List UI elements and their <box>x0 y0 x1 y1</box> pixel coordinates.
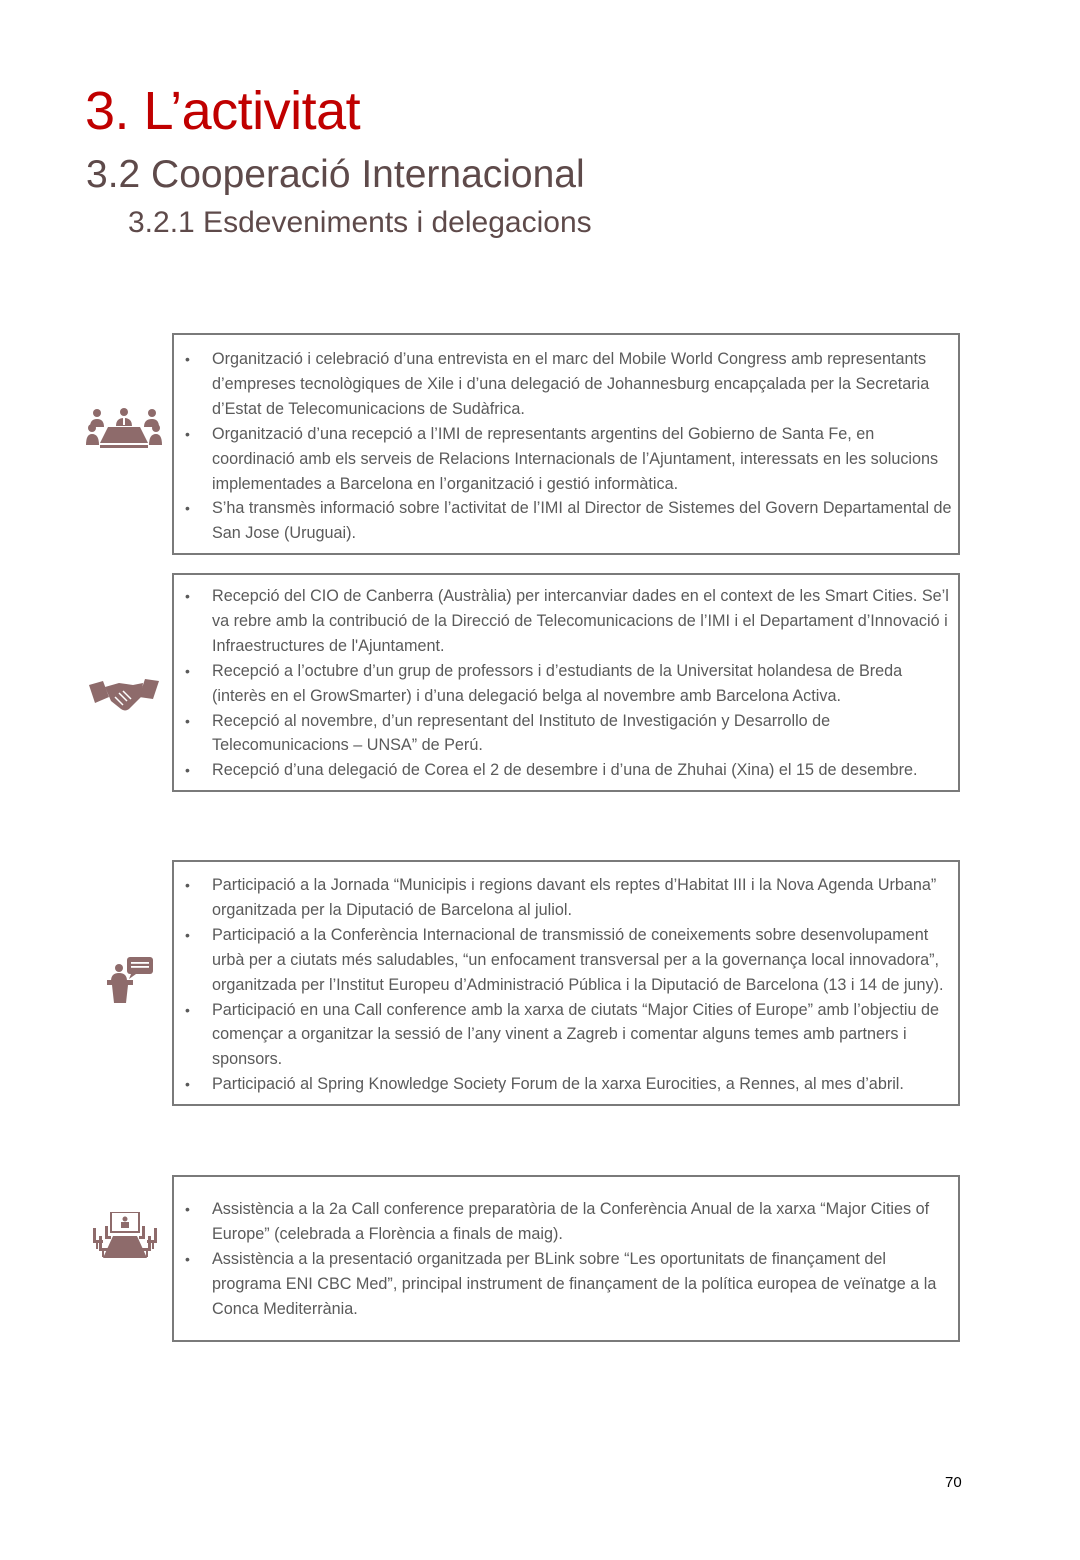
section-box-meetings <box>172 333 960 555</box>
bullet-list <box>174 1197 958 1322</box>
list-item: • Organització i celebració d’una entrevista en el marc del Mobile World Congress amb representants d’empreses tecnològiques de Xile i d’una delegació de Johannesburg encapçalada per la Secretaria d’Estat de Telecomunicacions de Sudàfrica. <box>174 347 958 422</box>
section-box-attendance <box>172 1175 960 1342</box>
meeting-table-icon <box>86 407 162 453</box>
list-item: • Organització d’una recepció a l’IMI de representants argentins del Gobierno de Santa Fe, en coordinació amb els serveis de Relacions Internacionals de l’Ajuntament, interessats en les solucions implementades a Barcelona en l’organització i gestió informàtica. <box>174 422 958 497</box>
list-item: • Participació al Spring Knowledge Society Forum de la xarxa Eurocities, a Rennes, al mes d’abril. <box>174 1072 958 1097</box>
list-item: • S’ha transmès informació sobre l’activitat de l’IMI al Director de Sistemes del Govern Departamental de San Jose (Uruguai). <box>174 496 958 546</box>
list-item: • Participació a la Jornada “Municipis i regions davant els reptes d’Habitat III i la Nova Agenda Urbana” organitzada per la Diputació de Barcelona al juliol. <box>174 873 958 923</box>
subsection-title: 3.2.1 Esdeveniments i delegacions <box>128 206 592 239</box>
list-item: • Recepció del CIO de Canberra (Austràlia) per intercanviar dades en el context de les Smart Cities. Se’l va rebre amb la contribució de la Direcció de Telecomunicacions de l’IMI i el Departament d’Innovació i Infraestructures de l'Ajuntament. <box>174 584 958 659</box>
speaker-podium-icon <box>107 957 155 1005</box>
handshake-icon <box>89 679 159 713</box>
page-number: 70 <box>945 1474 962 1491</box>
chapter-title: 3. L’activitat <box>85 81 361 141</box>
list-item: • Recepció a l’octubre d’un grup de professors i d’estudiants de la Universitat holandesa de Breda (interès en el GrowSmarter) i d’una delegació belga al novembre amb Barcelona Activa. <box>174 659 958 709</box>
list-item: • Participació a la Conferència Internacional de transmissió de coneixements sobre desenvolupament urbà per a ciutats més saludables, “un enfocament transversal per a la governança local innovadora”, organitzada per l’Institut Europeu d’Administració Pública i la Diputació de Barcelona (13 i 14 de juny). <box>174 923 958 998</box>
bullet-list <box>174 347 958 546</box>
list-item: • Recepció al novembre, d’un representant del Instituto de Investigación y Desarrollo de Telecomunicacions – UNSA” de Perú. <box>174 709 958 759</box>
bullet-list <box>174 584 958 783</box>
section-box-participations <box>172 860 960 1106</box>
section-title: 3.2 Cooperació Internacional <box>86 153 585 196</box>
list-item: • Assistència a la presentació organitzada per BLink sobre “Les oportunitats de finançament del programa ENI CBC Med”, principal instrument de finançament de la política europea de veïnatge a la Conca Mediterrània. <box>174 1247 958 1322</box>
list-item: • Participació en una Call conference amb la xarxa de ciutats “Major Cities of Europe” amb l’objectiu de començar a organitzar la sessió de l’any vinent a Zagreb i comentar alguns temes amb partners i sponsors. <box>174 998 958 1073</box>
list-item: • Recepció d’una delegació de Corea el 2 de desembre i d’una de Zhuhai (Xina) el 15 de desembre. <box>174 758 958 783</box>
list-item: • Assistència a la 2a Call conference preparatòria de la Conferència Anual de la xarxa “Major Cities of Europe” (celebrada a Florència a finals de maig). <box>174 1197 958 1247</box>
video-conference-icon <box>89 1212 161 1260</box>
bullet-list <box>174 873 958 1097</box>
section-box-receptions <box>172 573 960 792</box>
